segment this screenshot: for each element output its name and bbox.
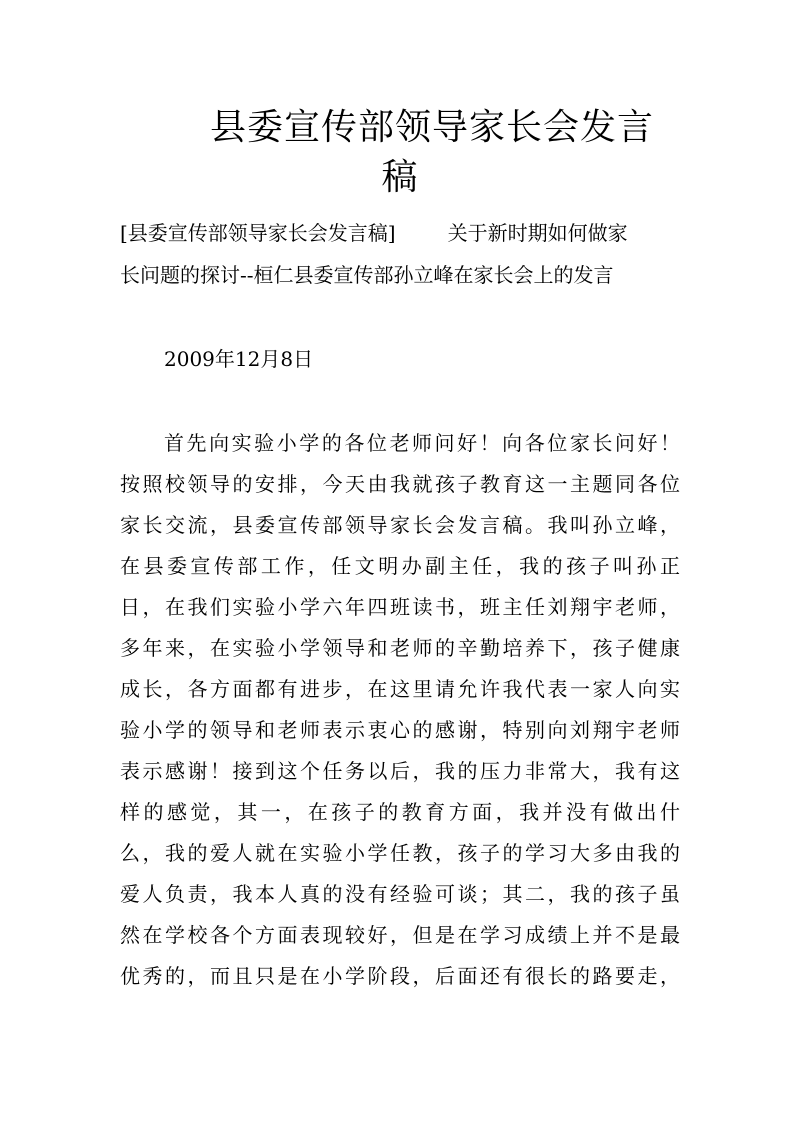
intro-line-1-rest: 关于新时期如何做家 — [447, 221, 628, 245]
body-line: 首先向实验小学的各位老师问好！向各位家长问好！ — [164, 431, 680, 455]
body-line: 按照校领导的安排，今天由我就孩子教育这一主题同各位 — [120, 472, 680, 496]
speech-date: 2009年12月8日 — [164, 347, 314, 371]
intro-bracket-title: [县委宣传部领导家长会发言稿] — [120, 221, 396, 245]
body-line: 日，在我们实验小学六年四班读书，班主任刘翔宇老师， — [120, 595, 680, 619]
body-line: 多年来，在实验小学领导和老师的辛勤培养下，孩子健康 — [120, 636, 680, 660]
body-line: 表示感谢！接到这个任务以后，我的压力非常大，我有这 — [120, 759, 680, 783]
body-line: 优秀的，而且只是在小学阶段，后面还有很长的路要走， — [120, 964, 680, 988]
body-line: 爱人负责，我本人真的没有经验可谈；其二，我的孩子虽 — [120, 882, 680, 906]
intro-line-2: 长问题的探讨--桓仁县委宣传部孙立峰在家长会上的发言 — [120, 263, 614, 287]
body-line: 在县委宣传部工作，任文明办副主任，我的孩子叫孙正 — [120, 554, 680, 578]
body-line: 验小学的领导和老师表示衷心的感谢，特别向刘翔宇老师 — [120, 718, 680, 742]
body-line: 成长，各方面都有进步，在这里请允许我代表一家人向实 — [120, 677, 680, 701]
document-title-line-1: 县委宣传部领导家长会发言 — [210, 107, 655, 148]
body-line: 家长交流，县委宣传部领导家长会发言稿。我叫孙立峰， — [120, 513, 680, 537]
body-line: 样的感觉，其一，在孩子的教育方面，我并没有做出什 — [120, 800, 680, 824]
body-line: 然在学校各个方面表现较好，但是在学习成绩上并不是最 — [120, 923, 680, 947]
intro-line-1 — [120, 215, 680, 251]
document-title-line-2: 稿 — [381, 157, 419, 198]
body-line: 么，我的爱人就在实验小学任教，孩子的学习大多由我的 — [120, 841, 680, 865]
